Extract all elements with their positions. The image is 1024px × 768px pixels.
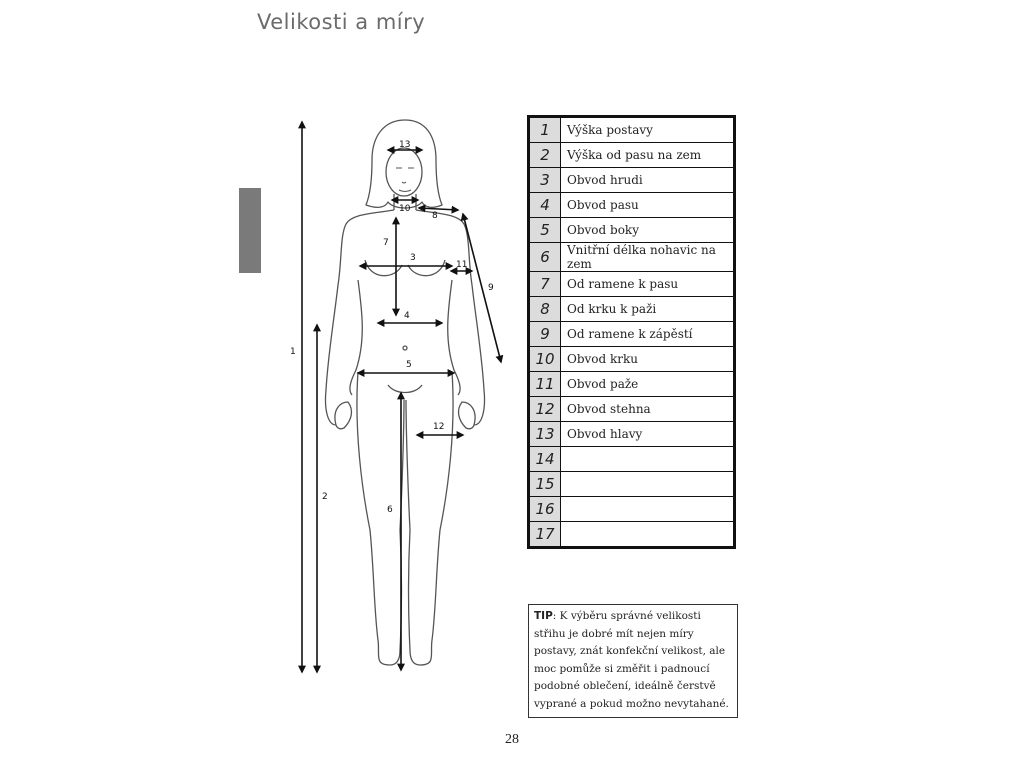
table-row bbox=[529, 447, 735, 472]
table-row bbox=[529, 143, 735, 168]
body-outline bbox=[325, 120, 484, 665]
row-number: 14 bbox=[529, 447, 561, 472]
label-10: 10 bbox=[399, 204, 411, 214]
table-row bbox=[529, 218, 735, 243]
page-number: 28 bbox=[505, 732, 519, 747]
table-row bbox=[529, 397, 735, 422]
row-label: Obvod hlavy bbox=[561, 422, 735, 447]
label-13: 13 bbox=[399, 140, 411, 150]
row-number: 3 bbox=[529, 168, 561, 193]
row-number: 13 bbox=[529, 422, 561, 447]
row-label: Výška od pasu na zem bbox=[561, 143, 735, 168]
table-row bbox=[529, 322, 735, 347]
row-number: 10 bbox=[529, 347, 561, 372]
row-label bbox=[561, 522, 735, 548]
row-number: 15 bbox=[529, 472, 561, 497]
row-label: Od krku k paži bbox=[561, 297, 735, 322]
row-label bbox=[561, 447, 735, 472]
row-label: Obvod paže bbox=[561, 372, 735, 397]
row-label: Obvod stehna bbox=[561, 397, 735, 422]
row-number: 9 bbox=[529, 322, 561, 347]
row-label: Vnitřní délka nohavic na zem bbox=[561, 243, 735, 272]
row-label: Obvod krku bbox=[561, 347, 735, 372]
row-number: 7 bbox=[529, 272, 561, 297]
table-row bbox=[529, 193, 735, 218]
row-number: 4 bbox=[529, 193, 561, 218]
row-label: Obvod pasu bbox=[561, 193, 735, 218]
row-number: 17 bbox=[529, 522, 561, 548]
row-number: 8 bbox=[529, 297, 561, 322]
label-1: 1 bbox=[290, 347, 296, 357]
row-number: 6 bbox=[529, 243, 561, 272]
body-measurement-figure bbox=[270, 110, 520, 690]
label-2: 2 bbox=[322, 492, 328, 502]
row-number: 1 bbox=[529, 117, 561, 143]
label-6: 6 bbox=[387, 505, 393, 515]
table-row bbox=[529, 472, 735, 497]
row-number: 5 bbox=[529, 218, 561, 243]
label-7: 7 bbox=[383, 238, 389, 248]
section-tab bbox=[239, 188, 261, 273]
table-row bbox=[529, 272, 735, 297]
label-8: 8 bbox=[432, 211, 438, 221]
table-row bbox=[529, 297, 735, 322]
row-label: Obvod hrudi bbox=[561, 168, 735, 193]
label-9: 9 bbox=[488, 283, 494, 293]
page-title: Velikosti a míry bbox=[257, 10, 426, 34]
label-5: 5 bbox=[406, 360, 412, 370]
label-4: 4 bbox=[404, 311, 410, 321]
row-label: Od ramene k pasu bbox=[561, 272, 735, 297]
label-11: 11 bbox=[456, 260, 468, 270]
row-number: 2 bbox=[529, 143, 561, 168]
tip-heading: TIP bbox=[534, 610, 553, 622]
table-row bbox=[529, 168, 735, 193]
row-number: 16 bbox=[529, 497, 561, 522]
table-row bbox=[529, 422, 735, 447]
table-row bbox=[529, 497, 735, 522]
row-number: 12 bbox=[529, 397, 561, 422]
row-label bbox=[561, 497, 735, 522]
table-row bbox=[529, 117, 735, 143]
row-label bbox=[561, 472, 735, 497]
tip-text: : K výběru správné velikosti střihu je dobré mít nejen míry postavy, znát konfekční velikost, ale moc pomůže si změřit i padnoucí podobné oblečení, ideálně čerstvě vyprané a pokud možno nevytahané. bbox=[534, 610, 729, 710]
measurement-table bbox=[527, 115, 736, 549]
table-row bbox=[529, 522, 735, 548]
row-label: Od ramene k zápěstí bbox=[561, 322, 735, 347]
table-row bbox=[529, 243, 735, 272]
table-row bbox=[529, 347, 735, 372]
label-3: 3 bbox=[410, 253, 416, 263]
label-12: 12 bbox=[433, 422, 445, 432]
table-row bbox=[529, 372, 735, 397]
row-label: Výška postavy bbox=[561, 117, 735, 143]
row-label: Obvod boky bbox=[561, 218, 735, 243]
tip-box bbox=[528, 604, 738, 718]
row-number: 11 bbox=[529, 372, 561, 397]
